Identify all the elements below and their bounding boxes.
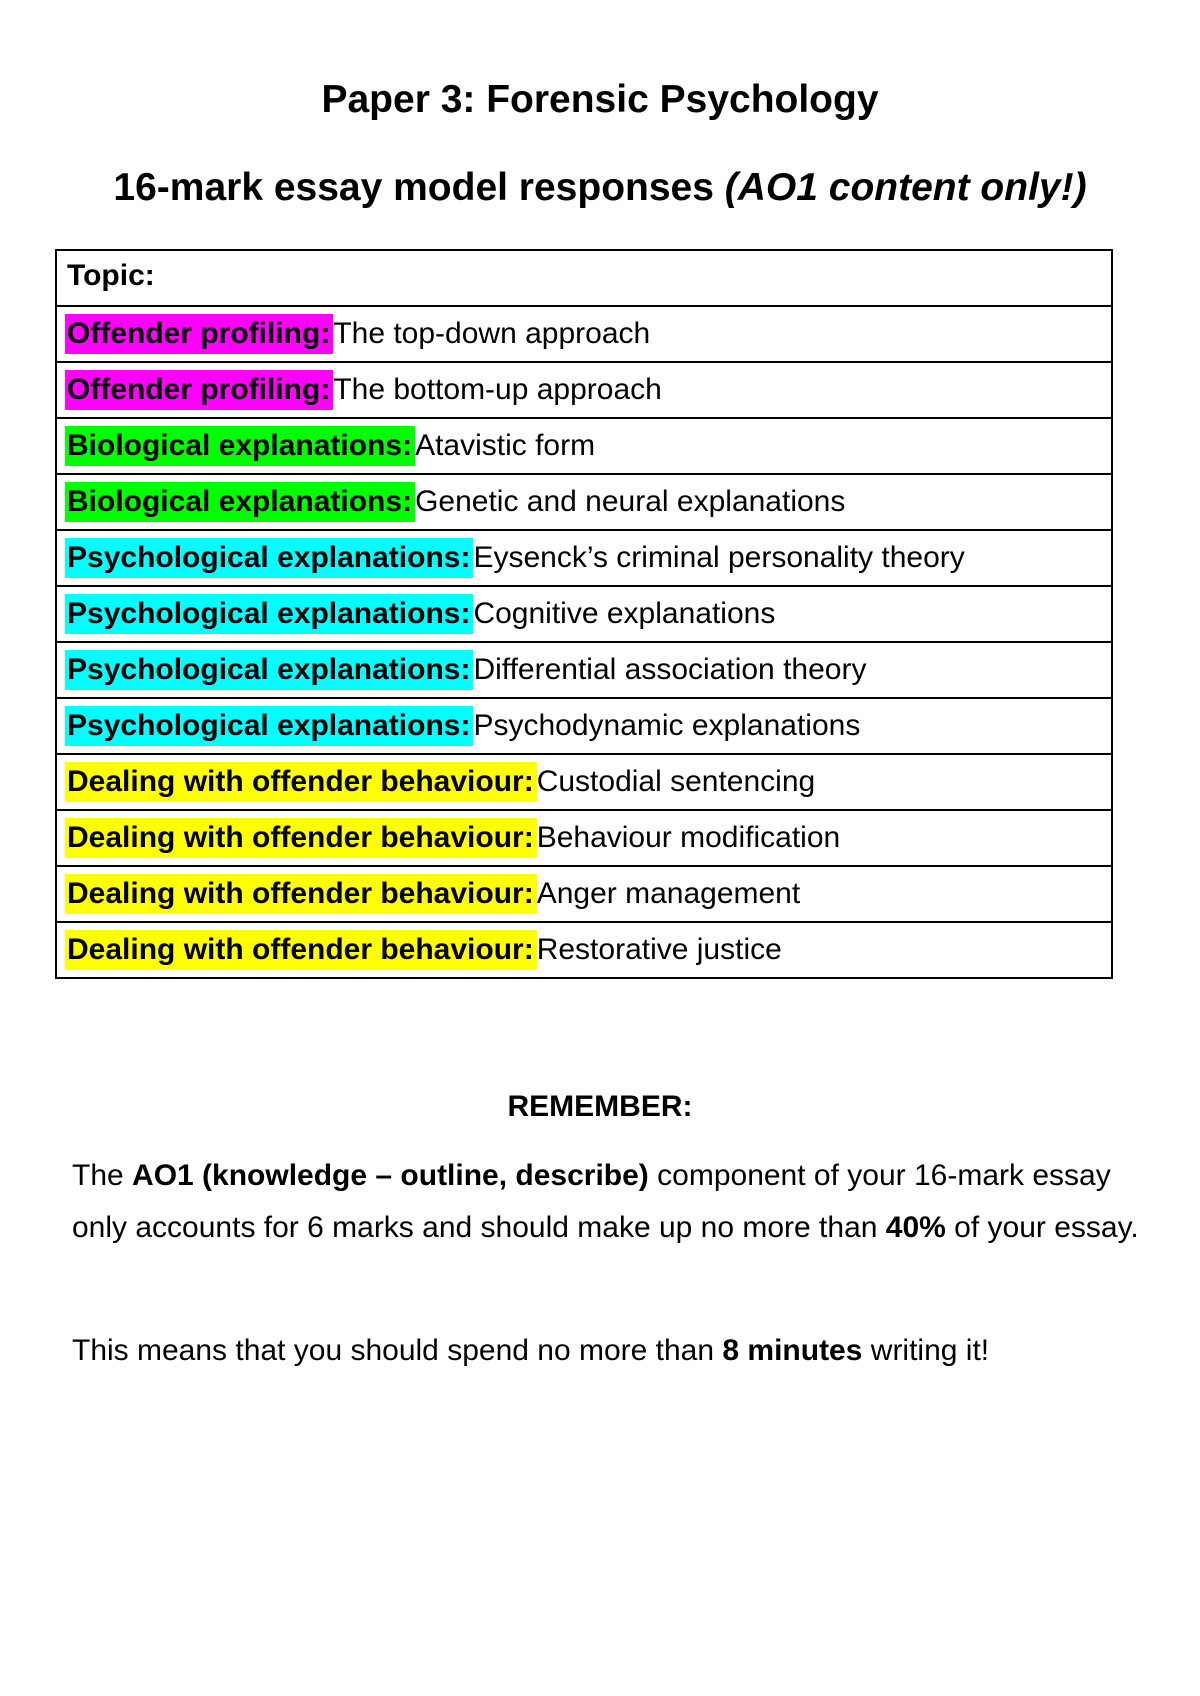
topic-category-highlight: Psychological explanations: xyxy=(65,706,473,746)
topic-cell xyxy=(56,698,1112,754)
topic-category-highlight: Dealing with offender behaviour: xyxy=(65,818,537,858)
topic-category-highlight: Offender profiling: xyxy=(65,314,333,354)
para2-bold-minutes: 8 minutes xyxy=(722,1334,863,1367)
topic-category-highlight: Dealing with offender behaviour: xyxy=(65,930,537,970)
topic-cell xyxy=(56,418,1112,474)
topic-name: Psychodynamic explanations xyxy=(473,709,861,742)
topic-cell xyxy=(56,474,1112,530)
topic-cell xyxy=(56,586,1112,642)
topics-table xyxy=(55,249,1113,979)
topic-name: Atavistic form xyxy=(415,429,596,462)
topic-cell xyxy=(56,306,1112,362)
topic-name: Cognitive explanations xyxy=(473,597,776,630)
topic-name: The top-down approach xyxy=(333,317,651,350)
topic-cell xyxy=(56,922,1112,978)
para1-text-1: The xyxy=(72,1159,133,1192)
table-row xyxy=(56,306,1112,362)
topic-name: Custodial sentencing xyxy=(536,765,816,798)
table-header-cell: Topic: xyxy=(56,250,1112,306)
para1-text-3: of your essay. xyxy=(945,1211,1139,1244)
subtitle-italic: (AO1 content only!) xyxy=(724,166,1087,209)
table-row xyxy=(56,530,1112,586)
topic-category-highlight: Dealing with offender behaviour: xyxy=(65,762,537,802)
para1-bold-percent: 40% xyxy=(885,1211,946,1244)
para2-text-2: writing it! xyxy=(862,1334,990,1367)
topic-cell xyxy=(56,362,1112,418)
table-row xyxy=(56,754,1112,810)
subtitle-main: 16-mark essay model responses xyxy=(113,166,725,209)
topic-name: Anger management xyxy=(536,877,801,910)
table-header-row xyxy=(56,250,1112,306)
topic-name: The bottom-up approach xyxy=(333,373,662,406)
topic-name: Differential association theory xyxy=(473,653,867,686)
page-subtitle xyxy=(0,166,1200,210)
table-row xyxy=(56,362,1112,418)
topic-name: Eysenck’s criminal personality theory xyxy=(473,541,965,574)
table-row xyxy=(56,698,1112,754)
para1-bold-ao1: AO1 (knowledge – outline, describe) xyxy=(132,1159,649,1192)
table-row xyxy=(56,866,1112,922)
table-row xyxy=(56,586,1112,642)
table-row xyxy=(56,810,1112,866)
topic-cell xyxy=(56,866,1112,922)
topic-name: Behaviour modification xyxy=(536,821,841,854)
topic-name: Restorative justice xyxy=(536,933,782,966)
para2-text-1: This means that you should spend no more than xyxy=(72,1334,723,1367)
topic-cell xyxy=(56,530,1112,586)
page-title: Paper 3: Forensic Psychology xyxy=(321,78,879,121)
topic-category-highlight: Dealing with offender behaviour: xyxy=(65,874,537,914)
remember-paragraph-2 xyxy=(72,1325,1142,1377)
table-row xyxy=(56,418,1112,474)
para1-text-2: component of your 16-mark essay only accounts for 6 marks and should make up no more than xyxy=(72,1159,1111,1244)
remember-heading: REMEMBER: xyxy=(507,1090,693,1123)
topic-category-highlight: Psychological explanations: xyxy=(65,594,473,634)
table-row xyxy=(56,642,1112,698)
topic-category-highlight: Biological explanations: xyxy=(65,426,415,466)
topic-cell xyxy=(56,642,1112,698)
table-row xyxy=(56,922,1112,978)
topic-category-highlight: Psychological explanations: xyxy=(65,538,473,578)
table-row xyxy=(56,474,1112,530)
topic-category-highlight: Psychological explanations: xyxy=(65,650,473,690)
topic-cell xyxy=(56,810,1112,866)
remember-paragraph-1 xyxy=(72,1150,1142,1254)
topic-name: Genetic and neural explanations xyxy=(415,485,846,518)
topic-category-highlight: Offender profiling: xyxy=(65,370,333,410)
topic-category-highlight: Biological explanations: xyxy=(65,482,415,522)
topic-cell xyxy=(56,754,1112,810)
